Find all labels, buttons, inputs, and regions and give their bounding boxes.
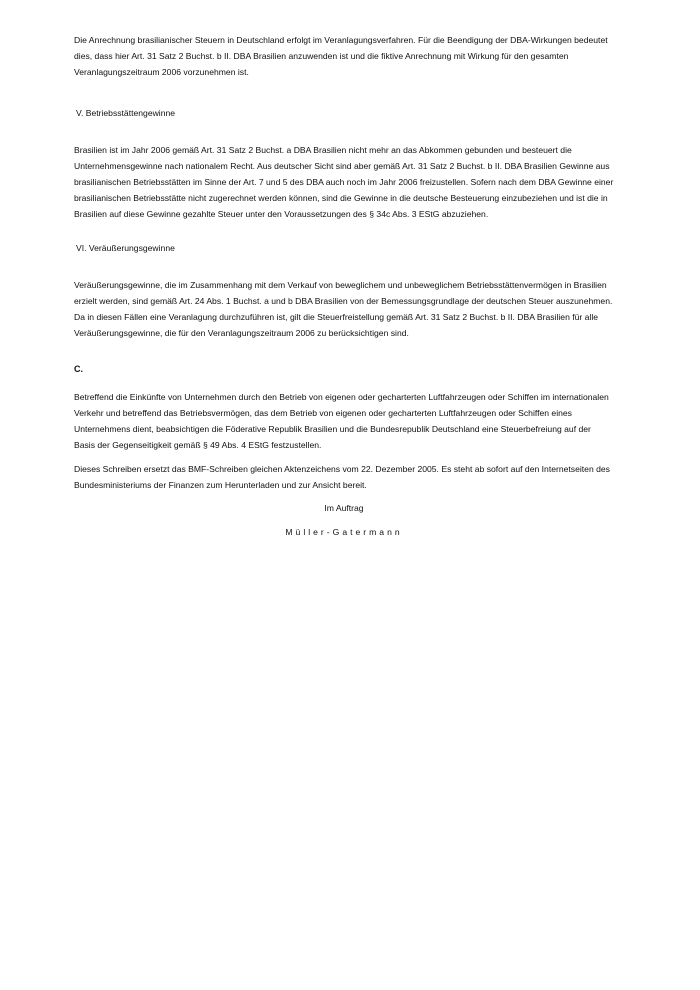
heading-betriebsstaettengewinne: V. Betriebsstättengewinne: [76, 108, 176, 118]
paragraph-betriebsstaetten: Brasilien ist im Jahr 2006 gemäß Art. 31 Satz 2 Buchst. a DBA Brasilien nicht mehr an das Abkommen gebunden und besteuert die Unternehmensgewinne nach nationalem Recht. Aus deutscher Sicht sind aber gemäß Art. 31 Satz 2 Buchst. b II. DBA Brasilien Gewinne aus brasilianischen Betriebsstätten im Sinne der Art. 7 und 5 des DBA auch noch im Jahr 2006 freizustellen. Sofern nach dem DBA Gewinne einer brasilianischen Betriebsstätte nicht zugerechnet werden können, sind die Gewinne in die deutsche Besteuerung einzubeziehen und ist die in Brasilien auf diese Gewinne gezahlte Steuer unter den Voraussetzungen des § 34c Abs. 3 EStG abzuziehen.: [74, 145, 614, 219]
paragraph-luftfahrzeuge: Betreffend die Einkünfte von Unternehmen durch den Betrieb von eigenen oder gecharterten Luftfahrzeugen oder Schiffen im internationalen Verkehr und betreffend das Betriebsvermögen, das dem Betrieb von eigenen oder gecharterten Luftfahrzeugen oder Schiffen eines Unternehmens dient, beabsichtigen die Föderative Republik Brasilien und die Bundesrepublik Deutschland eine Steuerbefreiung auf der Basis der Gegenseitigkeit gemäß § 49 Abs. 4 EStG festzustellen.: [74, 392, 609, 450]
heading-veraeusserungsgewinne: VI. Veräußerungsgewinne: [76, 243, 175, 253]
section-c-heading: C.: [74, 364, 83, 374]
signature-name: Müller-Gatermann: [285, 527, 403, 537]
paragraph-anrechnung: Die Anrechnung brasilianischer Steuern in Deutschland erfolgt im Veranlagungsverfahren. Für die Beendigung der DBA-Wirkungen bedeutet dies, dass hier Art. 31 Satz 2 Buchst. b II. DBA Brasilien anzuwenden ist und die fiktive Anrechnung mit Wirkung für den gesamten Veranlagungszeitraum 2006 vorzunehmen ist.: [74, 35, 608, 77]
document-page: [74, 32, 614, 540]
signature-im-auftrag: Im Auftrag: [324, 503, 364, 513]
paragraph-ersetzt: Dieses Schreiben ersetzt das BMF-Schreiben gleichen Aktenzeichens vom 22. Dezember 2005. Es steht ab sofort auf den Internetseiten des Bundesministeriums der Finanzen zum Herunterladen und zur Ansicht bereit.: [74, 464, 610, 490]
paragraph-veraeusserung: Veräußerungsgewinne, die im Zusammenhang mit dem Verkauf von beweglichem und unbeweglichem Betriebsstättenvermögen in Brasilien erzielt werden, sind gemäß Art. 24 Abs. 1 Buchst. a und b DBA Brasilien von der Bemessungsgrundlage der deutschen Steuer auszunehmen. Da in diesen Fällen eine Veranlagung durchzuführen ist, gilt die Steuerfreistellung gemäß Art. 31 Satz 2 Buchst. b II. DBA Brasilien für alle Veräußerungsgewinne, die für den Veranlagungszeitraum 2006 zu berücksichtigen sind.: [74, 280, 613, 338]
